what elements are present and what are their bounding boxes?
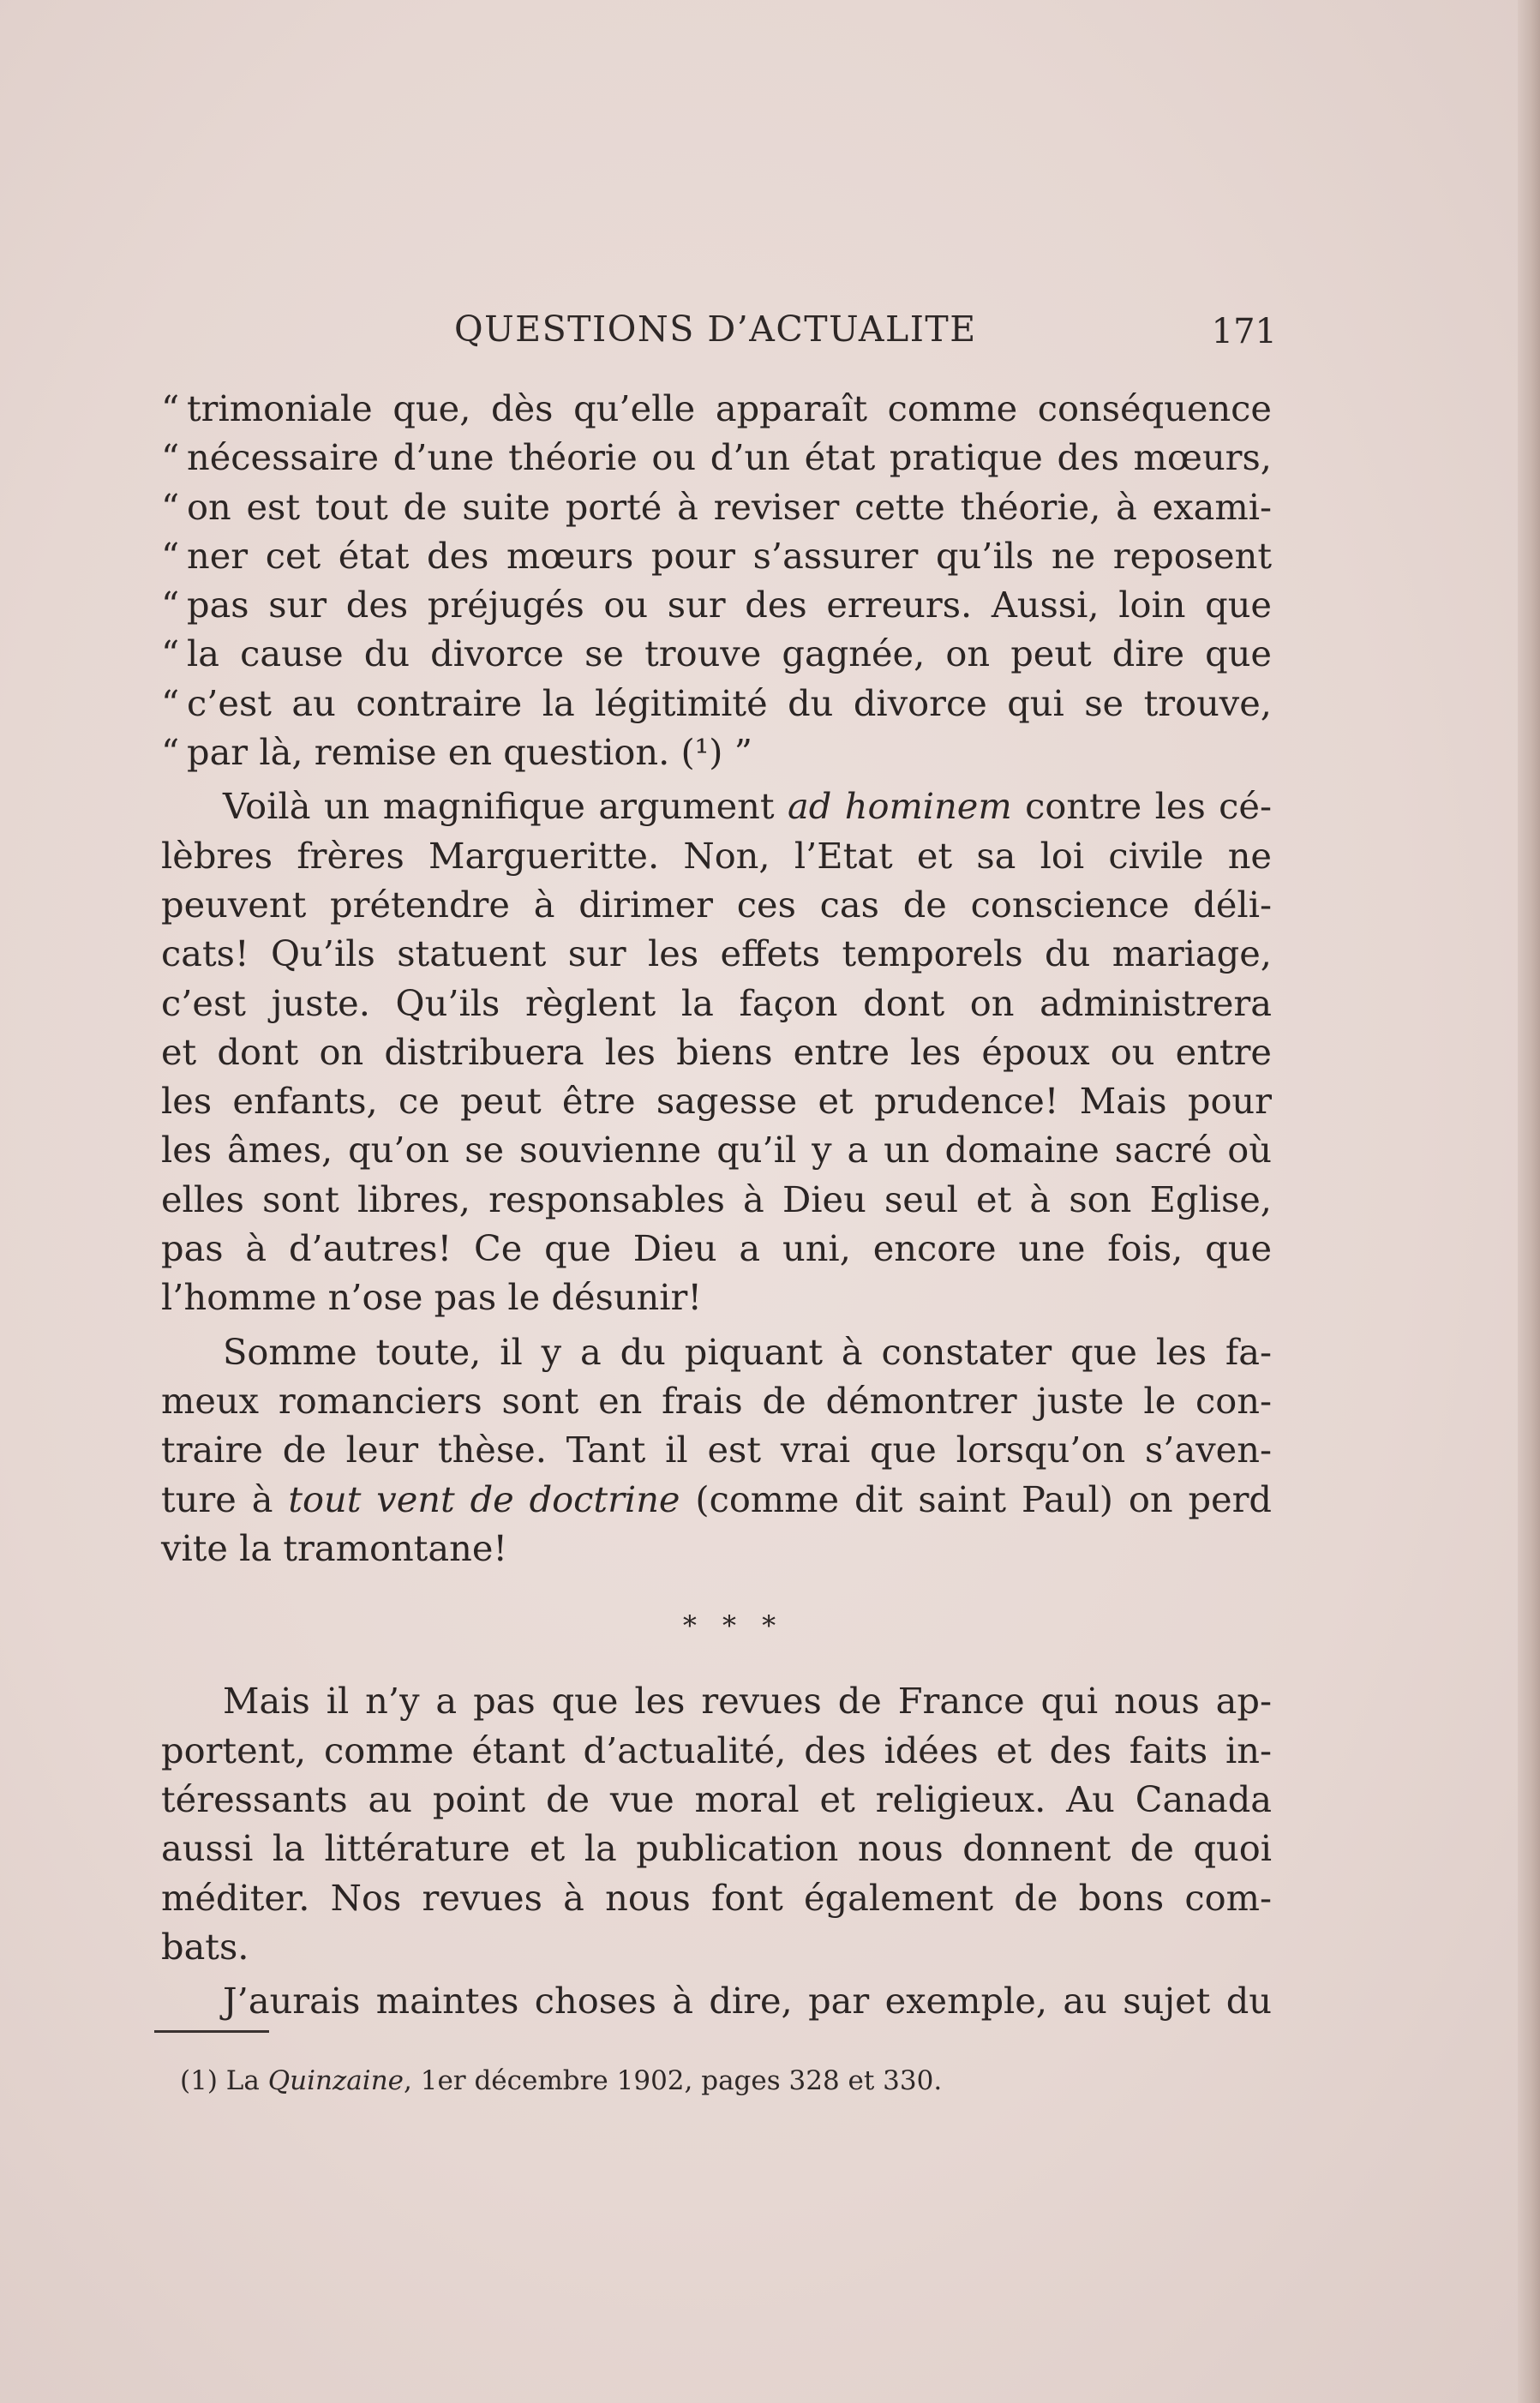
quote-mark: “ (161, 387, 180, 429)
text-line: meux romanciers sont en frais de démontrer juste le con- (161, 1379, 1272, 1422)
text-line: J’aurais maintes choses à dire, par exemple, au sujet du (223, 1980, 1272, 2022)
paragraph (161, 1676, 1272, 1971)
quote-mark: “ (161, 632, 180, 675)
text-line: bats. (161, 1925, 249, 1968)
quote-mark: “ (161, 731, 180, 774)
text-line: et dont on distribuera les biens entre les époux ou entre (161, 1030, 1272, 1073)
text-line: cats! Qu’ils statuent sur les effets temporels du mariage, (161, 932, 1272, 975)
text-line: téressants au point de vue moral et religieux. Au Canada (161, 1778, 1272, 1821)
quote-mark: “ (161, 534, 180, 577)
quote-mark: “ (161, 584, 180, 626)
text-line: elles sont libres, responsables à Dieu seul et à son Eglise, (161, 1178, 1272, 1220)
text-line: Voilà un magnifique argument ad hominem contre les cé- (223, 785, 1272, 828)
text-line: “ pas sur des préjugés ou sur des erreurs. Aussi, loin que (161, 580, 1272, 629)
quoted-paragraph (161, 384, 1272, 776)
footnote-rule (154, 2030, 269, 2033)
running-title: QUESTIONS D’ACTUALITE (454, 309, 977, 350)
text-line: traire de leur thèse. Tant il est vrai que lorsqu’on s’aven- (161, 1429, 1272, 1471)
page-number: 171 (1211, 312, 1277, 351)
footnote-title: Quinzaine (267, 2065, 404, 2096)
page-header (454, 309, 1277, 360)
text-line: “ on est tout de suite porté à reviser cette théorie, à exami- (161, 482, 1272, 531)
text-line: vite la tramontane! (161, 1526, 508, 1569)
text-line: “ nécessaire d’une théorie ou d’un état pratique des mœurs, (161, 433, 1272, 482)
text-line: Somme toute, il y a du piquant à constater que les fa- (223, 1330, 1272, 1373)
text-line: l’homme n’ose pas le désunir! (161, 1276, 703, 1319)
paragraph (161, 782, 1272, 1321)
footnote: (1) La Quinzaine, 1er décembre 1902, pages 328 et 330. (180, 2065, 943, 2096)
text-line: c’est juste. Qu’ils règlent la façon dont on administrera (161, 981, 1272, 1024)
text-line: méditer. Nos revues à nous font également de bons com- (161, 1876, 1272, 1919)
text-line: “ la cause du divorce se trouve gagnée, on peut dire que (161, 629, 1272, 678)
text-line: portent, comme étant d’actualité, des idées et des faits in- (161, 1729, 1272, 1771)
quote-mark: “ (161, 681, 180, 724)
text-line: peuvent prétendre à dirimer ces cas de conscience déli- (161, 883, 1272, 926)
section-separator: * * * (682, 1609, 785, 1643)
text-line: les enfants, ce peut être sagesse et prudence! Mais pour (161, 1080, 1272, 1123)
text-line: ture à tout vent de doctrine (comme dit saint Paul) on perd (161, 1477, 1272, 1520)
text-line: pas à d’autres! Ce que Dieu a uni, encore une fois, que (161, 1227, 1272, 1270)
body-text (161, 384, 1272, 2026)
quote-mark: “ (161, 485, 180, 528)
text-line: aussi la littérature et la publication nous donnent de quoi (161, 1827, 1272, 1870)
text-line: “ trimoniale que, dès qu’elle apparaît comme conséquence (161, 384, 1272, 433)
text-line: “ par là, remise en question. (¹) ” (161, 728, 1272, 776)
text-line: “ c’est au contraire la légitimité du divorce qui se trouve, (161, 679, 1272, 728)
paragraph (161, 1327, 1272, 1573)
text-line: les âmes, qu’on se souvienne qu’il y a un domaine sacré où (161, 1129, 1272, 1172)
text-line: lèbres frères Margueritte. Non, l’Etat et sa loi civile ne (161, 834, 1272, 877)
text-line: “ ner cet état des mœurs pour s’assurer qu’ils ne reposent (161, 531, 1272, 580)
paragraph (161, 1976, 1272, 2025)
footnote-marker: (1) (180, 2065, 218, 2096)
text-line: Mais il n’y a pas que les revues de France qui nous ap- (223, 1680, 1272, 1723)
quote-mark: “ (161, 436, 180, 479)
page-edge (1518, 0, 1540, 2403)
